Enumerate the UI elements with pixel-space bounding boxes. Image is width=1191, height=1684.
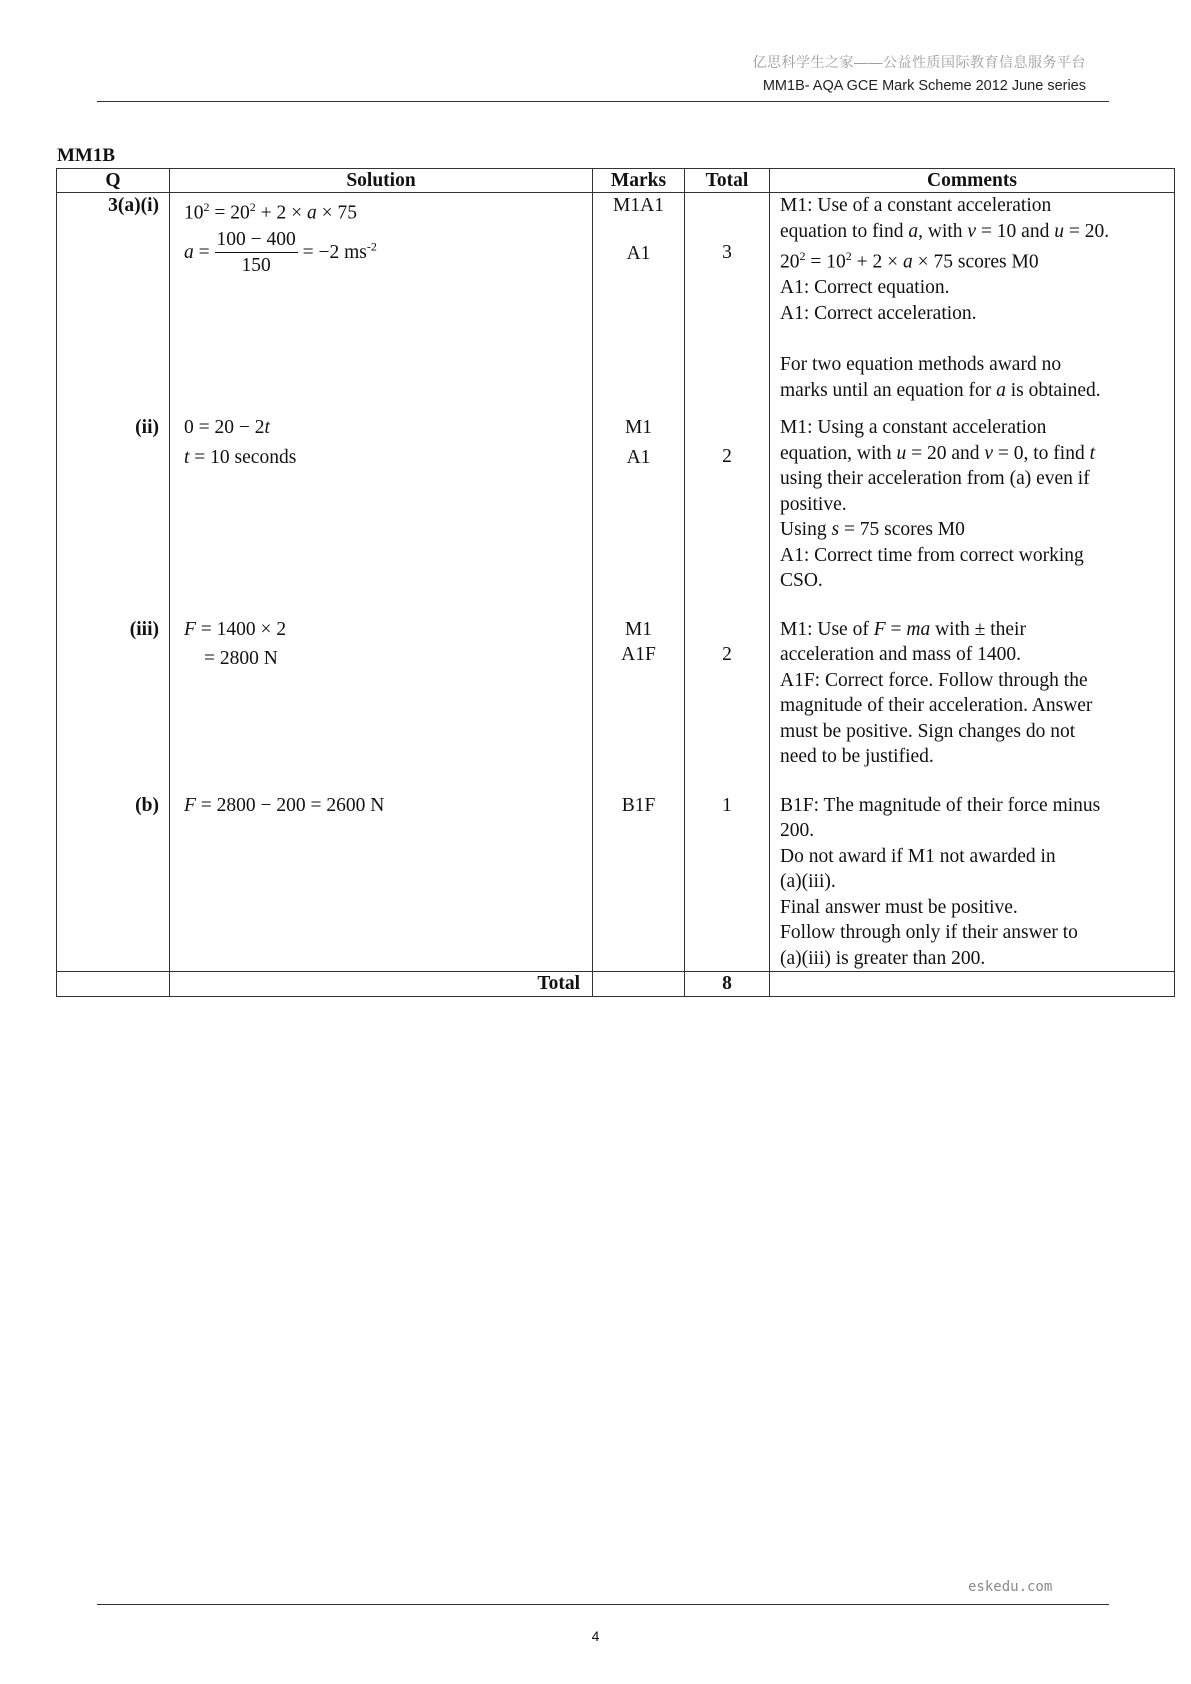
comments-cell: M1: Using a constant acceleration equation, with u = 20 and v = 0, to find t using their acceleration from (a) even if positive. Using s = 75 scores M0 A1: Correct time from correct working CSO. [770, 415, 1175, 617]
marks-cell: M1A1 A1 [593, 193, 685, 416]
solution-cell [170, 793, 593, 972]
solution-line: F = 2800 − 200 = 2600 N [184, 794, 385, 816]
total-cell: 3 [685, 193, 770, 416]
solution-cell [170, 415, 593, 617]
comments-cell: M1: Use of a constant acceleration equation to find a, with v = 10 and u = 20. $20^2 = 10^2 + 2 \times a \times 75$ scores M0 A1: Correct equation. A1: Correct acceleration. For two equation methods award no marks until an equation for a is obtained. [770, 193, 1175, 416]
page-header [753, 52, 1087, 94]
col-header-comments: Comments [770, 169, 1175, 193]
header-site-name: 亿思科学生之家——公益性质国际教育信息服务平台 [752, 54, 1086, 70]
total-value: 8 [685, 972, 770, 997]
question-cell: (b) [57, 793, 170, 972]
table-row [57, 617, 1175, 793]
solution-line: = 2800 N [204, 648, 278, 669]
header-divider [97, 101, 1109, 102]
question-cell: (iii) [57, 617, 170, 793]
total-label: Total [170, 972, 593, 997]
solution-cell [170, 193, 593, 416]
total-cell: 1 [685, 793, 770, 972]
comments-cell: M1: Use of F = ma with ± their acceleration and mass of 1400. A1F: Correct force. Follow through the magnitude of their acceleration. Answer must be positive. Sign changes do not need to be justified. [770, 617, 1175, 793]
marks-cell: B1F [593, 793, 685, 972]
total-cell: 2 [685, 415, 770, 617]
table-row [57, 193, 1175, 416]
page-number: 4 [591, 1628, 600, 1644]
table-row [57, 793, 1175, 972]
question-cell: (ii) [57, 415, 170, 617]
marks-cell: M1 A1F [593, 617, 685, 793]
solution-line: t = 10 seconds [184, 446, 297, 468]
table-row [57, 415, 1175, 617]
col-header-q: Q [57, 169, 170, 193]
total-cell: 2 [685, 617, 770, 793]
total-row [57, 972, 1175, 997]
solution-line: F = 1400 × 2 [184, 618, 287, 640]
question-cell: 3(a)(i) [57, 193, 170, 416]
paper-code: MM1B [57, 145, 116, 166]
col-header-total: Total [685, 169, 770, 193]
col-header-solution: Solution [170, 169, 593, 193]
solution-line: 0 = 20 − 2t [184, 417, 270, 438]
header-document-title: MM1B- AQA GCE Mark Scheme 2012 June series [762, 78, 1086, 94]
footer-divider [97, 1604, 1109, 1605]
footer-brand: eskedu.com [968, 1579, 1053, 1595]
marks-cell: M1 A1 [593, 415, 685, 617]
solution-line: $10^2 = 20^2 + 2 \times a \times 75$ [184, 200, 357, 224]
comments-cell: B1F: The magnitude of their force minus 200. Do not award if M1 not awarded in (a)(iii). Final answer must be positive. Follow through only if their answer to (a)(iii) is greater than 200. [770, 793, 1175, 972]
solution-line: a = $\frac{100 - 400}{150}$ = −2 $ms^{-2}$ [184, 228, 592, 279]
table-header-row [57, 169, 1175, 193]
fraction: $\frac{100 - 400}{150}$ [216, 229, 296, 276]
mark-scheme-table [56, 168, 1175, 997]
solution-cell [170, 617, 593, 793]
col-header-marks: Marks [593, 169, 685, 193]
